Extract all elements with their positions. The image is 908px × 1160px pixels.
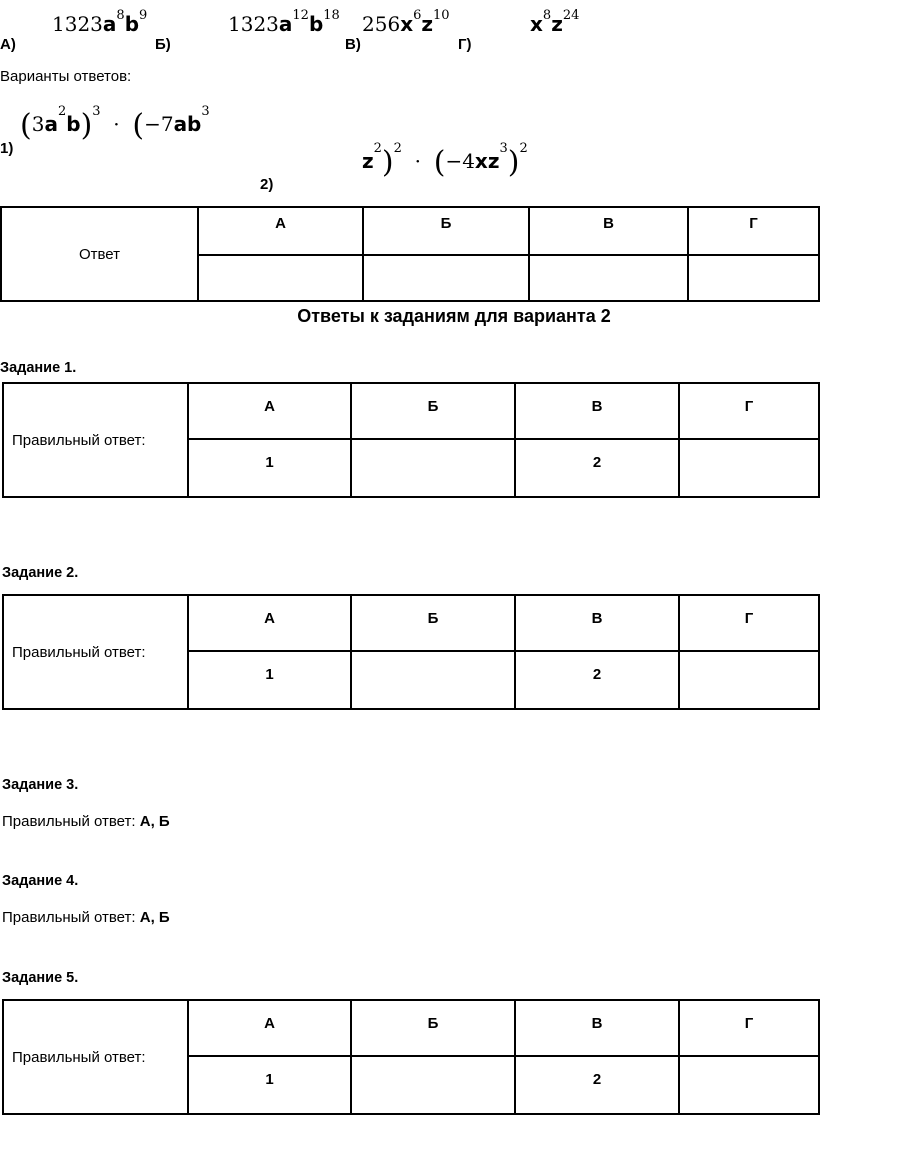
answer-cell-v[interactable] bbox=[529, 255, 688, 301]
task-1-row-label: Правильный ответ: bbox=[3, 383, 188, 497]
answer-header-b: Б bbox=[363, 207, 529, 255]
task-2-row-label: Правильный ответ: bbox=[3, 595, 188, 709]
task-1-title: Задание 1. bbox=[0, 360, 77, 376]
task-1-cell-b bbox=[351, 439, 515, 497]
expression-1: $(3a^2b)^3 \cdot (-7ab^3$ bbox=[20, 104, 210, 143]
option-b-expression: $1323a^{12}b^{18}$ bbox=[228, 8, 340, 36]
task-5-header-g: Г bbox=[679, 1000, 819, 1056]
answer-row-label: Ответ bbox=[1, 207, 198, 301]
task-3-title: Задание 3. bbox=[2, 777, 79, 793]
task-2-header-a: А bbox=[188, 595, 351, 651]
task-5-cell-v: 2 bbox=[515, 1056, 679, 1114]
answer-header-v: В bbox=[529, 207, 688, 255]
task-3-answer-prefix: Правильный ответ: bbox=[2, 813, 140, 830]
task-2-cell-b bbox=[351, 651, 515, 709]
task-2-header-v: В bbox=[515, 595, 679, 651]
answer-table bbox=[0, 206, 820, 302]
task-3-answer-value: А, Б bbox=[139, 813, 170, 830]
task-4-title: Задание 4. bbox=[2, 873, 79, 889]
option-b-label: Б) bbox=[155, 36, 171, 53]
task-5-header-b: Б bbox=[351, 1000, 515, 1056]
task-5-cell-a: 1 bbox=[188, 1056, 351, 1114]
answer-header-g: Г bbox=[688, 207, 819, 255]
option-v-expression: $256x^6z^{10}$ bbox=[362, 8, 450, 36]
task-4-answer bbox=[2, 909, 170, 926]
task-5-header-v: В bbox=[515, 1000, 679, 1056]
task-4-answer-prefix: Правильный ответ: bbox=[2, 909, 140, 926]
task-3-answer bbox=[2, 813, 170, 830]
task-5-table bbox=[2, 999, 820, 1115]
task-5-title: Задание 5. bbox=[2, 970, 79, 986]
expression-1-label: 1) bbox=[0, 140, 14, 157]
task-2-cell-a: 1 bbox=[188, 651, 351, 709]
task-1-table bbox=[2, 382, 820, 498]
task-4-answer-value: А, Б bbox=[139, 909, 170, 926]
answer-header-a: А bbox=[198, 207, 363, 255]
task-5-row-label: Правильный ответ: bbox=[3, 1000, 188, 1114]
answer-cell-a[interactable] bbox=[198, 255, 363, 301]
task-1-cell-a: 1 bbox=[188, 439, 351, 497]
task-2-header-b: Б bbox=[351, 595, 515, 651]
task-2-cell-g bbox=[679, 651, 819, 709]
task-2-cell-v: 2 bbox=[515, 651, 679, 709]
option-v-label: В) bbox=[345, 36, 361, 53]
task-1-header-a: А bbox=[188, 383, 351, 439]
task-2-title: Задание 2. bbox=[2, 565, 79, 581]
task-1-cell-g bbox=[679, 439, 819, 497]
answer-cell-g[interactable] bbox=[688, 255, 819, 301]
task-5-cell-b bbox=[351, 1056, 515, 1114]
expression-2-label: 2) bbox=[260, 176, 274, 193]
answer-cell-b[interactable] bbox=[363, 255, 529, 301]
task-5-cell-g bbox=[679, 1056, 819, 1114]
option-a-label: А) bbox=[0, 36, 16, 53]
task-1-header-b: Б bbox=[351, 383, 515, 439]
option-a-expression: $1323a^8b^9$ bbox=[52, 8, 148, 36]
task-5-header-a: А bbox=[188, 1000, 351, 1056]
option-g-label: Г) bbox=[458, 36, 472, 53]
task-2-header-g: Г bbox=[679, 595, 819, 651]
task-1-header-v: В bbox=[515, 383, 679, 439]
expression-2: $z^2)^2 \cdot (-4xz^3)^2$ bbox=[362, 141, 528, 180]
page-heading: Ответы к заданиям для варианта 2 bbox=[297, 306, 611, 326]
option-g-expression: $x^8z^{24}$ bbox=[530, 8, 580, 36]
variants-label: Варианты ответов: bbox=[0, 68, 132, 85]
task-2-table bbox=[2, 594, 820, 710]
task-1-cell-v: 2 bbox=[515, 439, 679, 497]
task-1-header-g: Г bbox=[679, 383, 819, 439]
